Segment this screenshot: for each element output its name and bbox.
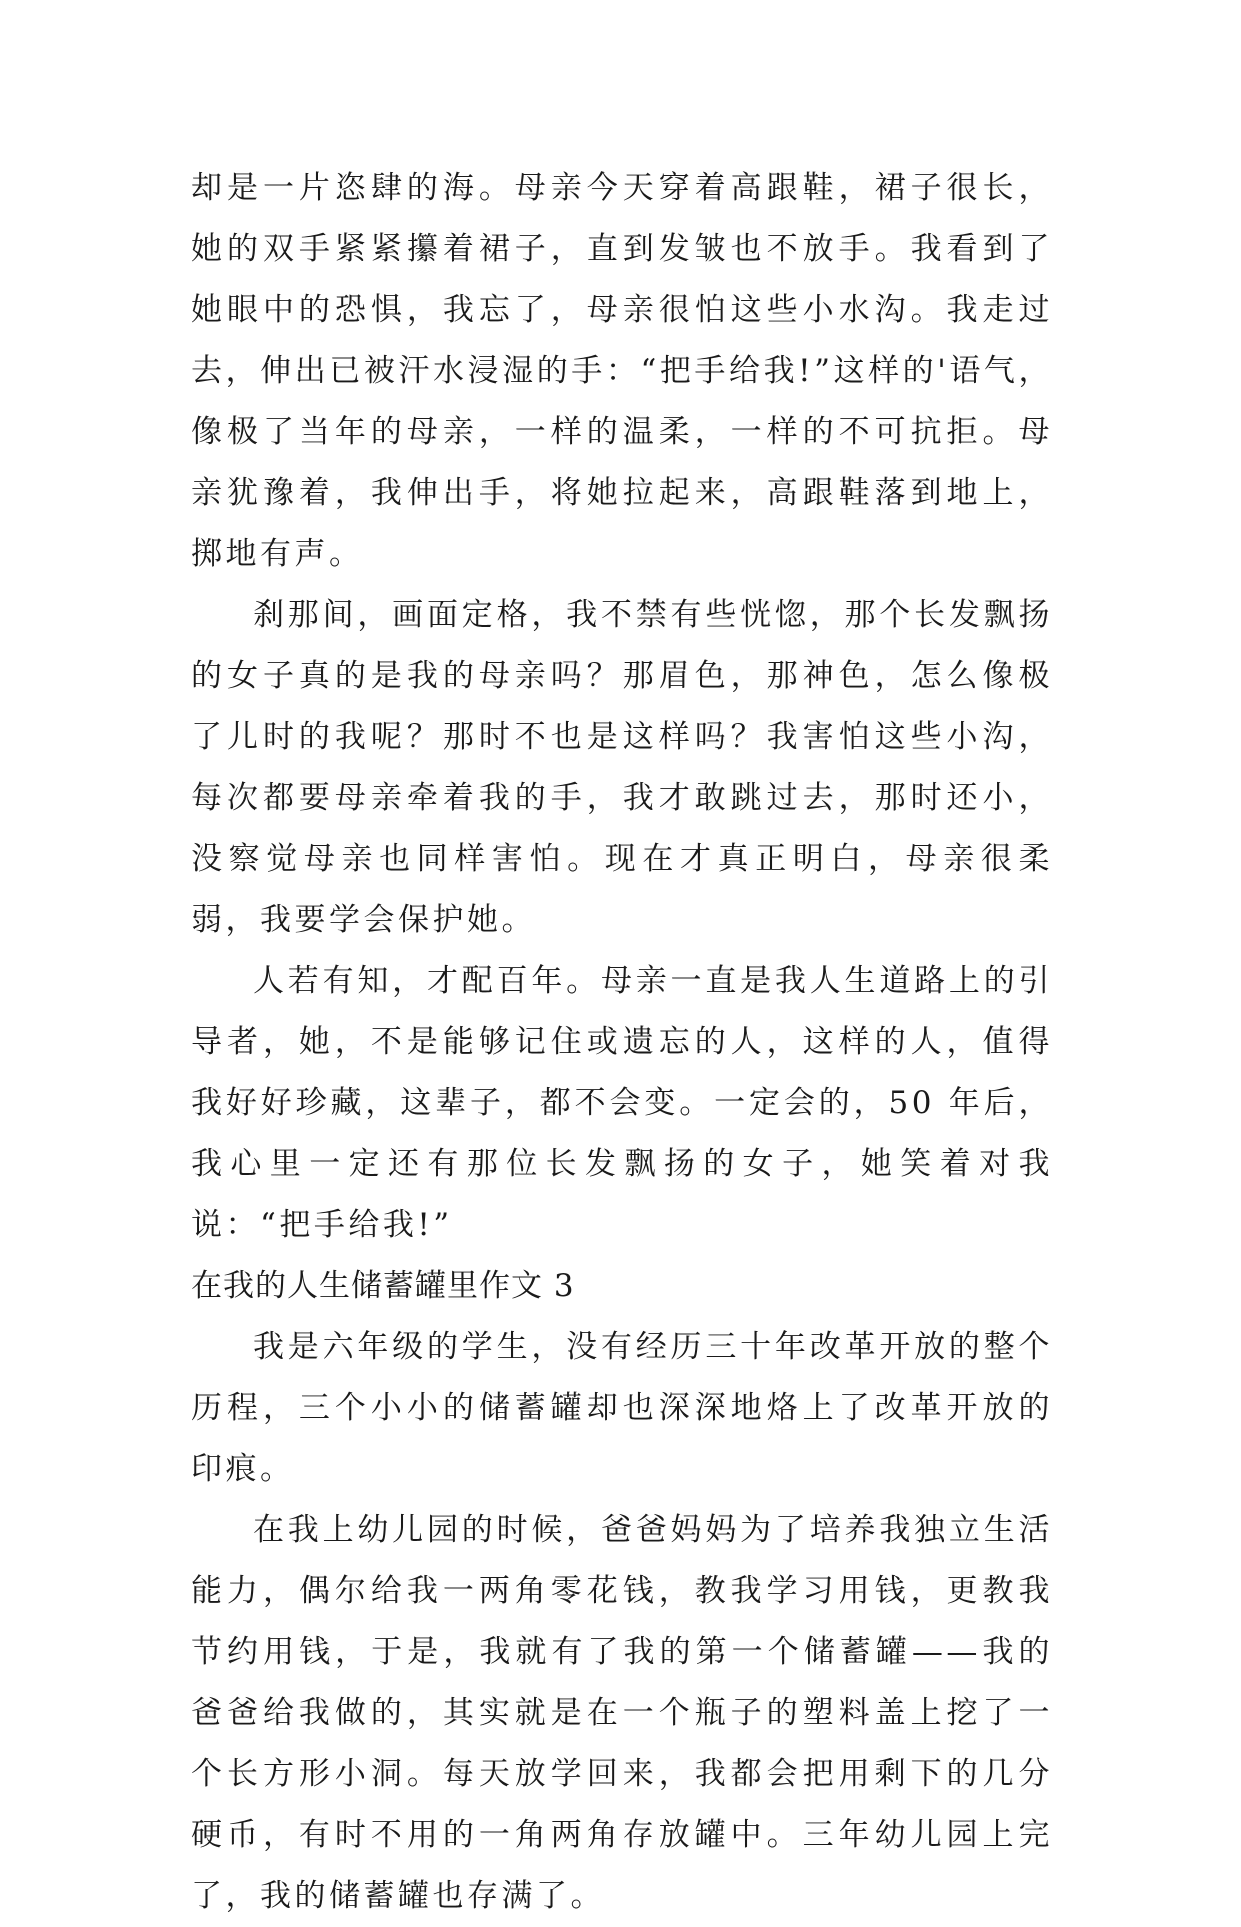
continued-paragraph: 却是一片恣肆的海。母亲今天穿着高跟鞋，裙子很长，她的双手紧紧攥着裙子，直到发皱也不放手。我看到了她眼中的恐惧，我忘了，母亲很怕这些小水沟。我走过去，伸出已被汗水浸湿的手：“把手给我!”这样的'语气，像极了当年的母亲，一样的温柔，一样的不可抗拒。母亲犹豫着，我伸出手，将她拉起来，高跟鞋落到地上，掷地有声。	[191, 170, 1053, 572]
document-body	[191, 158, 1053, 1927]
paragraph: 人若有知，才配百年。母亲一直是我人生道路上的引导者，她，不是能够记住或遗忘的人，这样的人，值得我好好珍藏，这辈子，都不会变。一定会的，50 年后，我心里一定还有那位长发飘扬的女子，她笑着对我说：“把手给我!”	[191, 963, 1053, 1243]
paragraph: 在我上幼儿园的时候，爸爸妈妈为了培养我独立生活能力，偶尔给我一两角零花钱，教我学习用钱，更教我节约用钱，于是，我就有了我的第一个储蓄罐——我的爸爸给我做的，其实就是在一个瓶子的塑料盖上挖了一个长方形小洞。每天放学回来，我都会把用剩下的几分硬币，有时不用的一角两角存放罐中。三年幼儿园上完了，我的储蓄罐也存满了。	[191, 1512, 1053, 1914]
paragraph: 刹那间，画面定格，我不禁有些恍惚，那个长发飘扬的女子真的是我的母亲吗？那眉色，那神色，怎么像极了儿时的我呢？那时不也是这样吗？我害怕这些小沟，每次都要母亲牵着我的手，我才敢跳过去，那时还小，没察觉母亲也同样害怕。现在才真正明白，母亲很柔弱，我要学会保护她。	[191, 597, 1053, 938]
essay-title: 在我的人生储蓄罐里作文 3	[191, 1268, 575, 1304]
paragraph: 我是六年级的学生，没有经历三十年改革开放的整个历程，三个小小的储蓄罐却也深深地烙上了改革开放的印痕。	[191, 1329, 1053, 1487]
